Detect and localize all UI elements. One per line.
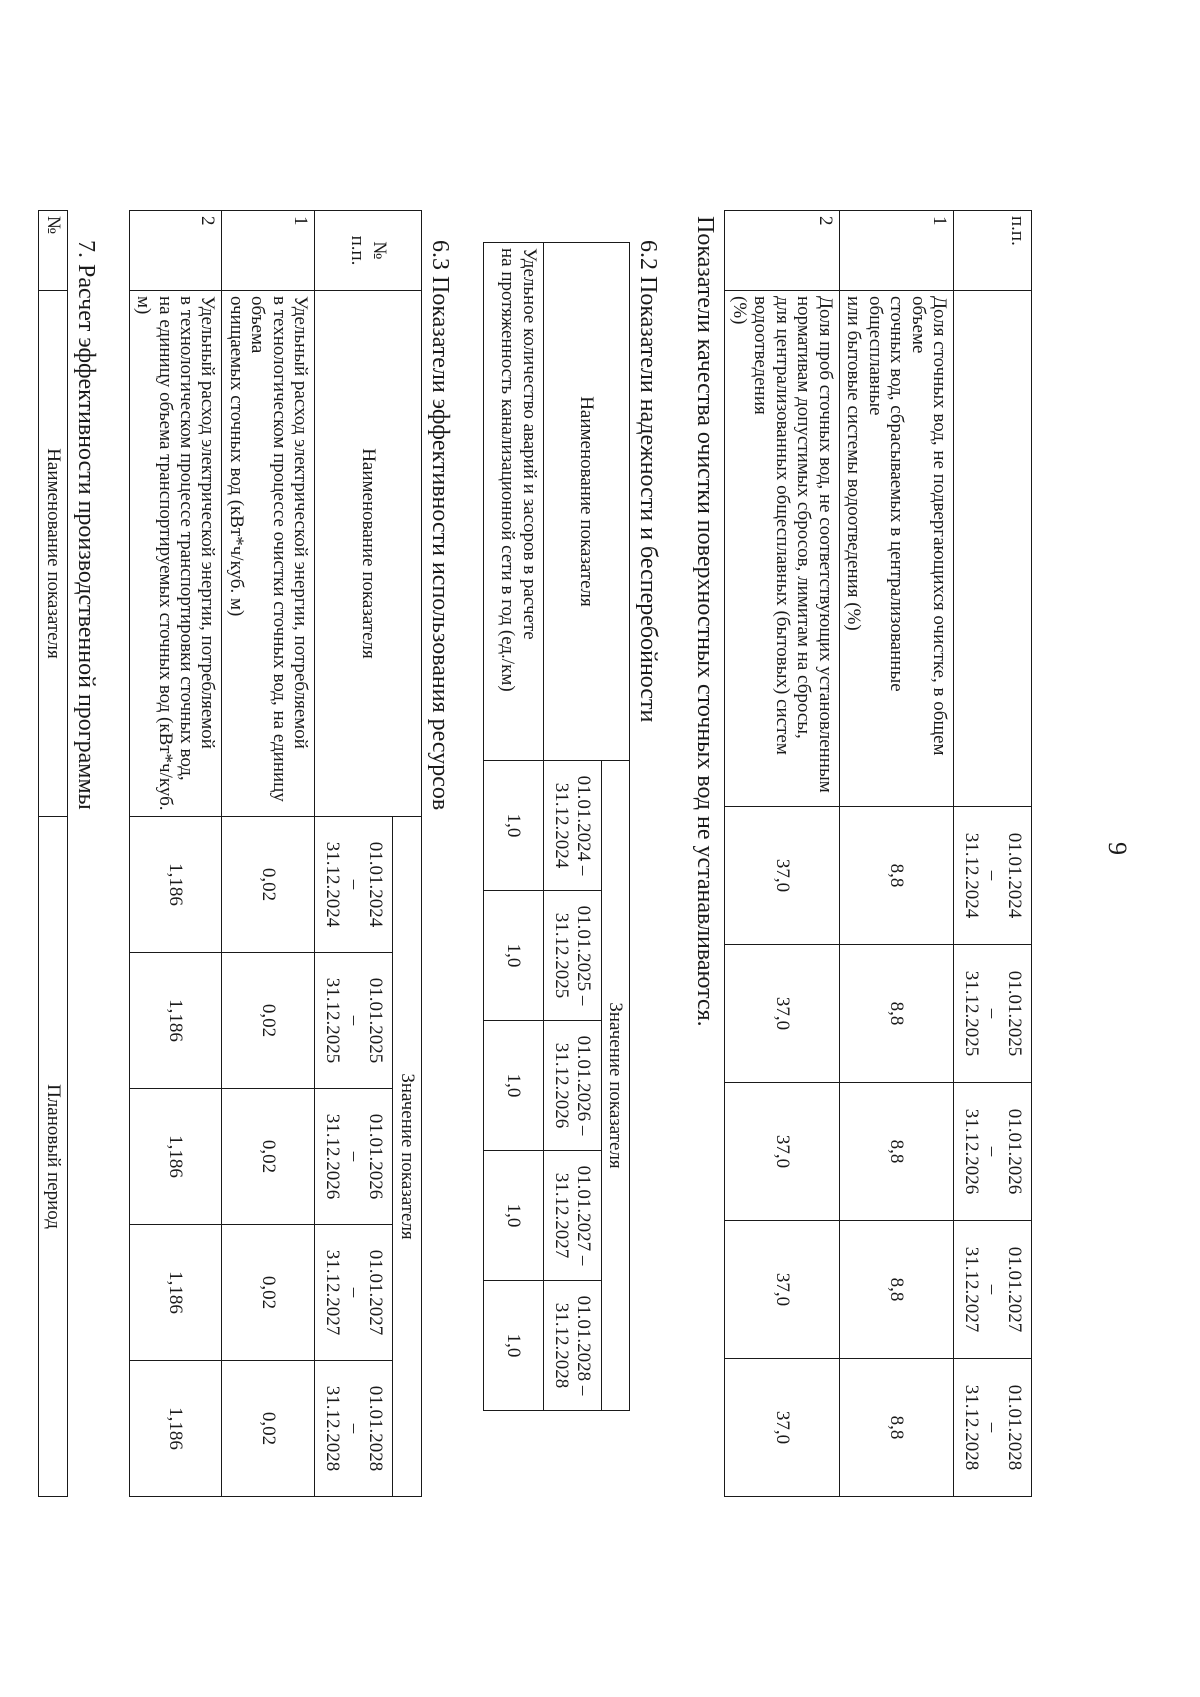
period-header: 01.01.2025 – 31.12.2025 (543, 891, 601, 1021)
indicator-name: Доля сточных вод, не подвергающихся очистке, в общем объеме сточных вод, сбрасываемых в централизованные общесплавные или бытовые системы водоотведения (%) (839, 291, 953, 807)
page-content (38, 210, 1032, 1590)
resource-efficiency-table (129, 210, 422, 1497)
indicator-value: 0,02 (222, 817, 315, 953)
quality-header-row (954, 211, 1032, 1497)
indicator-value: 37,0 (725, 945, 839, 1083)
indicator-value: 8,8 (839, 945, 953, 1083)
period-header: 01.01.2026 – 31.12.2026 (315, 1089, 393, 1225)
row-number: 1 (839, 211, 953, 291)
indicator-name: Удельное количество аварий и засоров в расчете на протяженность канализационной сети в год (ед./км) (483, 243, 543, 761)
reliability-header-row (601, 243, 629, 1411)
period-header: 01.01.2025 – 31.12.2025 (315, 953, 393, 1089)
indicator-value: 1,0 (483, 761, 543, 891)
value-group-header: Значение показателя (393, 817, 421, 1497)
section-7-title: 7. Расчет эффективности производственной программы (72, 240, 99, 810)
period-header: 01.01.2026 – 31.12.2026 (954, 1083, 1032, 1221)
period-header: 01.01.2024 – 31.12.2024 (315, 817, 393, 953)
indicator-value: 1,0 (483, 1021, 543, 1151)
indicator-name: Доля проб сточных вод, не соответствующих установленным нормативам допустимых сбросов, лимитам на сбросы, для централизованных общесплавных (бытовых) систем водоотведения (%) (725, 291, 839, 807)
table-row (222, 211, 315, 1497)
indicator-value: 1,186 (129, 1225, 222, 1361)
indicator-value: 0,02 (222, 1089, 315, 1225)
period-header: 01.01.2027 – 31.12.2027 (954, 1221, 1032, 1359)
table-row (129, 211, 222, 1497)
indicator-value: 37,0 (725, 1359, 839, 1497)
period-header: 01.01.2028 – 31.12.2028 (543, 1281, 601, 1411)
period-header: 01.01.2026 – 31.12.2026 (543, 1021, 601, 1151)
planned-period-header: Плановый период (39, 817, 67, 1497)
section-6-2-title: 6.2 Показатели надежности и бесперебойности (635, 240, 662, 723)
period-header: 01.01.2028 – 31.12.2028 (315, 1361, 393, 1497)
page-number: 9 (1103, 842, 1132, 855)
section-6-3-title: 6.3 Показатели эффективности использования ресурсов (426, 240, 453, 811)
surface-water-note: Показатели качества очистки поверхностных сточных вод не устанавливаются. (692, 216, 719, 1027)
period-header: 01.01.2024 – 31.12.2024 (543, 761, 601, 891)
period-header: 01.01.2028 – 31.12.2028 (954, 1359, 1032, 1497)
indicator-name: Удельный расход электрической энергии, потребляемой в технологическом процессе очистки сточных вод, на единицу объема очищаемых сточных вод (кВт*ч/куб. м) (222, 291, 315, 817)
name-header: Наименование показателя (39, 291, 67, 817)
number-header: № (39, 211, 67, 291)
table-row (725, 211, 839, 1497)
number-header: п.п. (954, 211, 1032, 291)
indicator-value: 37,0 (725, 1083, 839, 1221)
efficiency-header-row (393, 211, 421, 1497)
reliability-table (483, 242, 630, 1411)
indicator-value: 8,8 (839, 1221, 953, 1359)
indicator-value: 0,02 (222, 1361, 315, 1497)
value-group-header: Значение показателя (601, 761, 629, 1411)
period-header: 01.01.2027 – 31.12.2027 (543, 1151, 601, 1281)
table-row (839, 211, 953, 1497)
indicator-value: 1,0 (483, 1281, 543, 1411)
program-efficiency-table (38, 210, 67, 1497)
name-header: Наименование показателя (315, 291, 421, 817)
indicator-value: 1,186 (129, 953, 222, 1089)
row-number: 2 (725, 211, 839, 291)
name-header: Наименование показателя (543, 243, 629, 761)
table-row (483, 243, 543, 1411)
indicator-value: 37,0 (725, 1221, 839, 1359)
indicator-value: 1,0 (483, 1151, 543, 1281)
period-header: 01.01.2025 – 31.12.2025 (954, 945, 1032, 1083)
program-header-row (39, 211, 67, 1497)
name-header (954, 291, 1032, 807)
number-header: № п.п. (315, 211, 421, 291)
row-number: 2 (129, 211, 222, 291)
indicator-value: 8,8 (839, 807, 953, 945)
indicator-value: 1,0 (483, 891, 543, 1021)
indicator-value: 37,0 (725, 807, 839, 945)
indicator-value: 1,186 (129, 1089, 222, 1225)
indicator-value: 1,186 (129, 817, 222, 953)
indicator-value: 0,02 (222, 1225, 315, 1361)
indicator-value: 1,186 (129, 1361, 222, 1497)
period-header: 01.01.2027 – 31.12.2027 (315, 1225, 393, 1361)
indicator-value: 0,02 (222, 953, 315, 1089)
indicator-name: Удельный расход электрической энергии, потребляемой в технологическом процессе транспортировки сточных вод, на единицу объема транспортируемых сточных вод (кВт*ч/куб. м) (129, 291, 222, 817)
indicator-value: 8,8 (839, 1359, 953, 1497)
quality-table (724, 210, 1032, 1497)
row-number: 1 (222, 211, 315, 291)
period-header: 01.01.2024 – 31.12.2024 (954, 807, 1032, 945)
indicator-value: 8,8 (839, 1083, 953, 1221)
